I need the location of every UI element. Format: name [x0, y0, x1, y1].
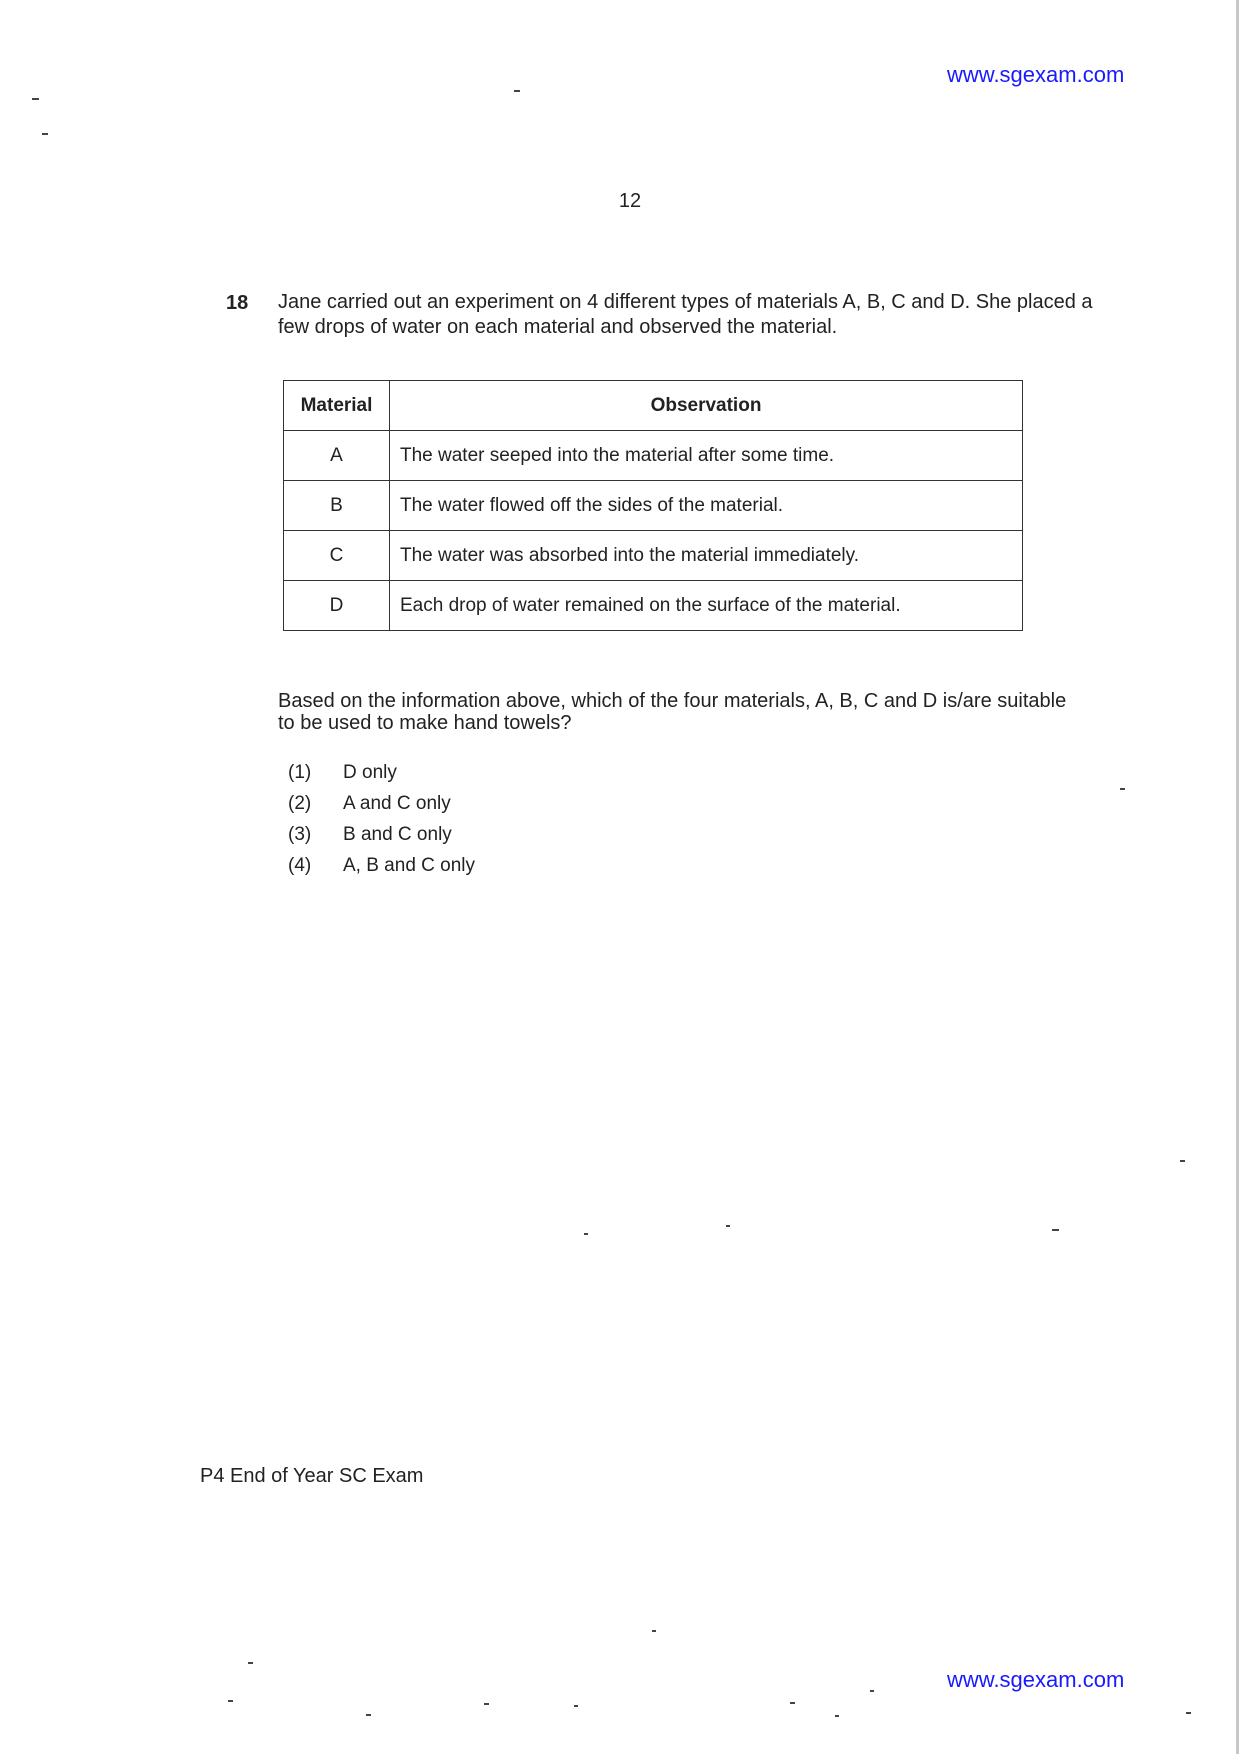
question-text: Jane carried out an experiment on 4 different types of materials A, B, C and D. She placed a few drops of water on each material and observed the material. — [278, 291, 1093, 338]
scan-speck — [1186, 1712, 1191, 1714]
scan-speck — [1120, 788, 1125, 790]
option-number: (3) — [288, 824, 312, 845]
answer-options — [288, 762, 475, 886]
header-url: www.sgexam.com — [947, 62, 1125, 87]
table-row — [284, 531, 1023, 581]
scan-speck — [652, 1630, 656, 1632]
option-text: B and C only — [343, 824, 452, 845]
scan-speck — [1052, 1229, 1059, 1231]
question-prompt: Based on the information above, which of the four materials, A, B, C and D is/are suitable to be used to make hand towels? — [278, 690, 1067, 734]
option-number: (2) — [288, 793, 312, 814]
footer-url: www.sgexam.com — [947, 1667, 1125, 1692]
option-4[interactable] — [288, 855, 475, 886]
observation-cell: Each drop of water remained on the surface of the material. — [390, 581, 1023, 631]
option-2[interactable] — [288, 793, 475, 824]
scan-speck — [228, 1700, 233, 1702]
observation-table — [283, 380, 1023, 631]
header-observation: Observation — [390, 381, 1023, 431]
scan-speck — [790, 1702, 795, 1704]
scan-speck — [1180, 1160, 1185, 1162]
page-number: 12 — [618, 190, 642, 212]
option-number: (4) — [288, 855, 312, 876]
scan-speck — [870, 1690, 874, 1692]
option-3[interactable] — [288, 824, 475, 855]
option-text: A and C only — [343, 793, 451, 814]
scan-speck — [514, 90, 520, 92]
table-row — [284, 481, 1023, 531]
scan-speck — [42, 133, 48, 135]
scan-speck — [32, 98, 39, 100]
scan-speck — [574, 1705, 578, 1707]
option-text: D only — [343, 762, 397, 783]
option-number: (1) — [288, 762, 312, 783]
header-material: Material — [284, 381, 390, 431]
scan-speck — [835, 1715, 839, 1717]
material-cell: B — [284, 481, 390, 531]
question-number: 18 — [226, 292, 249, 314]
table-row — [284, 431, 1023, 481]
option-1[interactable] — [288, 762, 475, 793]
scan-speck — [584, 1233, 588, 1235]
option-text: A, B and C only — [343, 855, 476, 876]
material-cell: D — [284, 581, 390, 631]
scan-speck — [484, 1703, 489, 1705]
material-cell: C — [284, 531, 390, 581]
table-row — [284, 581, 1023, 631]
material-cell: A — [284, 431, 390, 481]
observation-cell: The water seeped into the material after some time. — [390, 431, 1023, 481]
observation-cell: The water flowed off the sides of the material. — [390, 481, 1023, 531]
observation-cell: The water was absorbed into the material immediately. — [390, 531, 1023, 581]
scan-speck — [366, 1714, 371, 1716]
footer-label: P4 End of Year SC Exam — [200, 1465, 424, 1487]
scan-speck — [248, 1662, 253, 1664]
scan-speck — [726, 1225, 730, 1227]
table-header-row — [284, 381, 1023, 431]
